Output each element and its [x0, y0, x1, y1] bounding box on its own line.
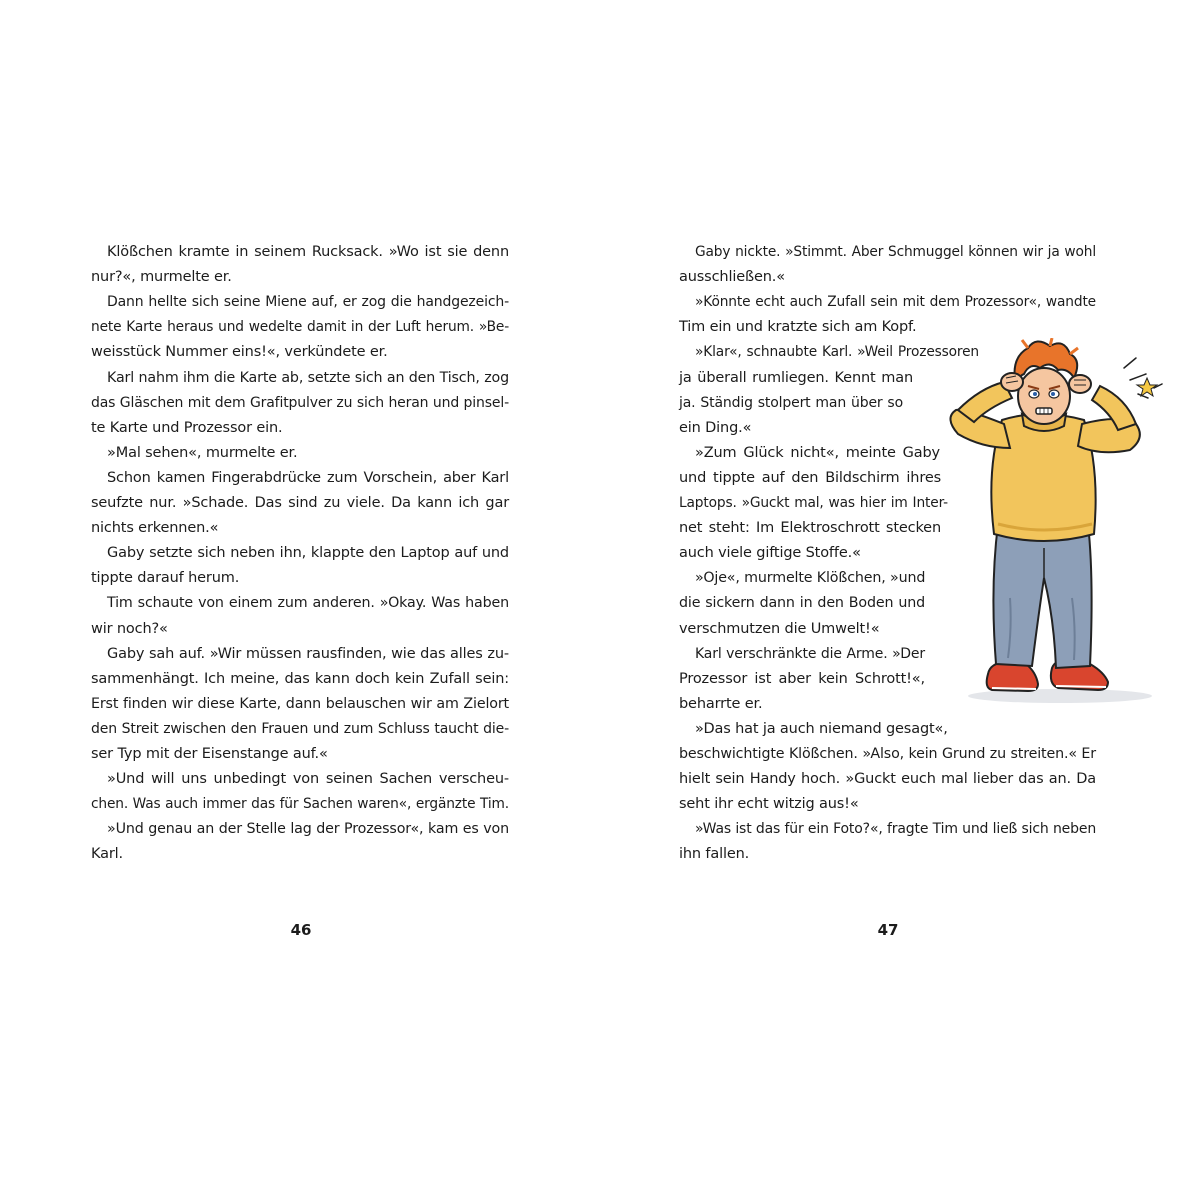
text-line: seht ihr echt witzig aus!« [679, 796, 859, 812]
text-line: »Mal sehen«, murmelte er. [107, 445, 298, 461]
text-line: »Zum Glück nicht«, meinte Gaby [695, 445, 940, 461]
text-line: net steht: Im Elektroschrott stecken [679, 520, 941, 536]
text-line: hielt sein Handy hoch. »Guckt euch mal lieber das an. Da [679, 771, 1096, 787]
text-line: den Streit zwischen den Frauen und zum Schluss taucht die- [91, 721, 509, 737]
text-line: sammenhängt. Ich meine, das kann doch kein Zufall sein: [91, 671, 509, 687]
text-line: seufzte nur. »Schade. Das sind zu viele. Da kann ich gar [91, 495, 509, 511]
text-line: das Gläschen mit dem Grafitpulver zu sich heran und pinsel- [91, 395, 509, 411]
text-line: ihn fallen. [679, 846, 750, 862]
text-line: te Karte und Prozessor ein. [91, 420, 283, 436]
text-line: »Oje«, murmelte Klößchen, »und [695, 570, 926, 586]
text-line: »Und genau an der Stelle lag der Prozessor«, kam es von [107, 821, 509, 837]
text-line: Dann hellte sich seine Miene auf, er zog die handgezeich- [107, 294, 509, 310]
text-line: auch viele giftige Stoffe.« [679, 545, 861, 561]
text-line: die sickern dann in den Boden und [679, 595, 925, 611]
text-line: und tippte auf den Bildschirm ihres [679, 470, 941, 486]
boy-scratching-head-icon [940, 338, 1170, 708]
text-line: Klößchen kramte in seinem Rucksack. »Wo ist sie denn [107, 244, 509, 260]
text-line: Karl nahm ihm die Karte ab, setzte sich an den Tisch, zog [107, 370, 509, 386]
text-line: nichts erkennen.« [91, 520, 219, 536]
text-line: beschwichtigte Klößchen. »Also, kein Grund zu streiten.« Er [679, 746, 1096, 762]
text-line: Karl. [91, 846, 123, 862]
text-line: beharrte er. [679, 696, 763, 712]
text-line: »Und will uns unbedingt von seinen Sachen verscheu- [107, 771, 509, 787]
text-line: Prozessor ist aber kein Schrott!«, [679, 671, 925, 687]
page-number: 47 [877, 921, 899, 939]
text-line: ausschließen.« [679, 269, 785, 285]
text-line: ja. Ständig stolpert man über so [679, 395, 903, 411]
text-line: Tim schaute von einem zum anderen. »Okay. Was haben [107, 595, 509, 611]
text-line: wir noch?« [91, 621, 168, 637]
page-number: 46 [290, 921, 312, 939]
text-line: Gaby setzte sich neben ihn, klappte den Laptop auf und [107, 545, 509, 561]
text-line: »Was ist das für ein Foto?«, fragte Tim und ließ sich neben [695, 821, 1097, 837]
text-line: weisstück Nummer eins!«, verkündete er. [91, 344, 388, 360]
text-line: Gaby nickte. »Stimmt. Aber Schmuggel können wir ja wohl [695, 244, 1096, 260]
text-line: Karl verschränkte die Arme. »Der [695, 646, 925, 662]
text-line: »Klar«, schnaubte Karl. »Weil Prozessoren [695, 344, 979, 360]
text-line: »Das hat ja auch niemand gesagt«, [695, 721, 948, 737]
text-line: tippte darauf herum. [91, 570, 240, 586]
text-line: Schon kamen Fingerabdrücke zum Vorschein, aber Karl [107, 470, 509, 486]
text-line: ser Typ mit der Eisenstange auf.« [91, 746, 328, 762]
text-line: Laptops. »Guckt mal, was hier im Inter- [679, 495, 948, 511]
right-page [600, 0, 1200, 1200]
text-line: nete Karte heraus und wedelte damit in der Luft herum. »Be- [91, 319, 509, 335]
text-line: nur?«, murmelte er. [91, 269, 232, 285]
text-line: verschmutzen die Umwelt!« [679, 621, 880, 637]
text-line: chen. Was auch immer das für Sachen waren«, ergänzte Tim. [91, 796, 509, 812]
text-line: »Könnte echt auch Zufall sein mit dem Prozessor«, wandte [695, 294, 1096, 310]
text-line: ja überall rumliegen. Kennt man [679, 370, 913, 386]
text-line: ein Ding.« [679, 420, 752, 436]
text-line: Erst finden wir diese Karte, dann belauschen wir am Zielort [91, 696, 509, 712]
text-line: Gaby sah auf. »Wir müssen rausfinden, wie das alles zu- [107, 646, 509, 662]
text-line: Tim ein und kratzte sich am Kopf. [679, 319, 917, 335]
